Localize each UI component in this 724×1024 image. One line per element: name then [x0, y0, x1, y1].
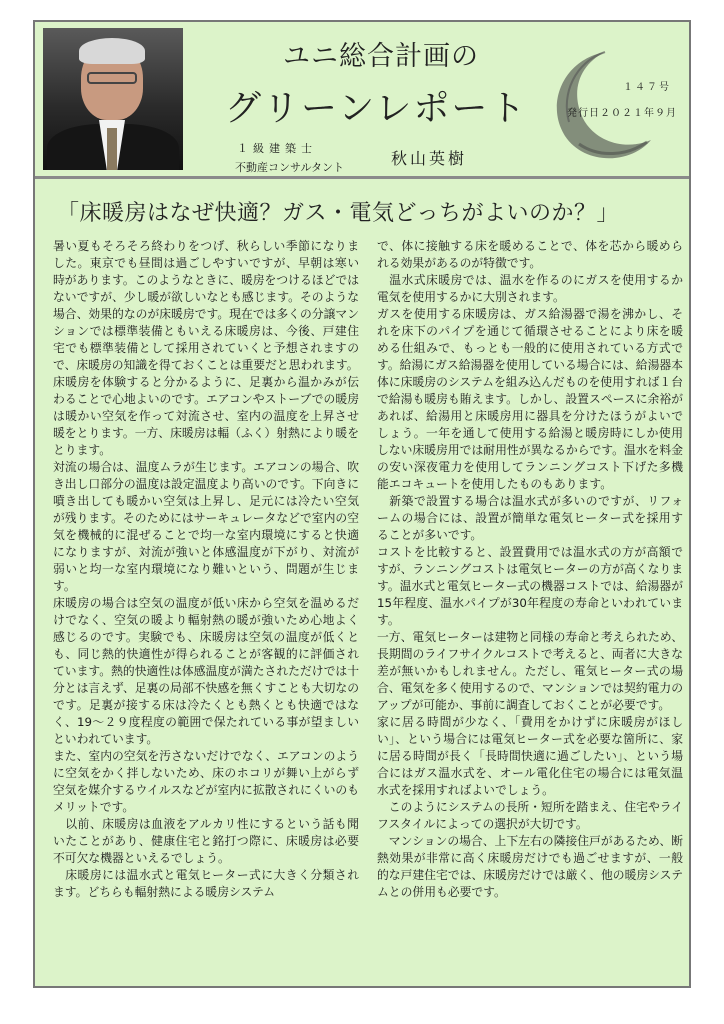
issue-number: １４７号	[623, 82, 671, 93]
credential-architect: １級建築士	[237, 142, 317, 155]
paragraph: 一方、電気ヒーターは建物と同様の寿命と考えられため、長期間のライフサイクルコストで考えると、両者に大きな差が無いかもしれません。ただし、電気ヒーター式の場合、電気を多く使用するので、マンションでは契約電力のアップが可能か、事前に調査しておくことが必要です。	[377, 630, 683, 712]
paragraph: このようにシステムの長所・短所を踏まえ、住宅やライフスタイルによっての選択が大切です。	[377, 800, 683, 831]
paragraph: 床暖房を体験すると分かるように、足裏から温かみが伝わることで心地よいのです。エアコンやストーブでの暖房は暖かい空気を作って対流させ、室内の温度を上昇させ暖をとります。一方、床暖房は輻（ふく）射熱により暖をとります。	[53, 375, 359, 457]
paragraph: 床暖房の場合は空気の温度が低い床から空気を温めるだけでなく、空気の暖より輻射熱の暖が強いため心地よく感じるのです。実験でも、床暖房は空気の温度が低くとも、同じ熱的快適性が得られることが客観的に評価されています。熱的快適性は体感温度が満たされただけでは十分とは言えず、足裏の局部不快感を無くすことも大切なのです。足裏が接する床は冷たくとも熱くとも快適ではなく、19～２９度程度の範囲で保たれている事が望ましいといわれています。	[53, 596, 359, 746]
author-photo	[43, 28, 183, 170]
paragraph: 新築で設置する場合は温水式が多いのですが、リフォームの場合には、設置が簡単な電気ヒーター式を採用することが多いです。	[377, 494, 683, 542]
paragraph: マンションの場合、上下左右の隣接住戸があるため、断熱効果が非常に高く床暖房だけでも過ごせますが、一般的な戸建住宅では、床暖房だけでは厳く、他の暖房システムとの併用も必要です。	[377, 834, 683, 899]
paragraph: 家に居る時間が少なく、「費用をかけずに床暖房がほしい」、という場合には電気ヒーター式を必要な箇所に、家に居る時間が長く「長時間快適に過ごしたい」、という場合にはガス温水式を、オール電化住宅の場合には電気温水式を採用すればよいでしょう。	[377, 715, 683, 797]
paragraph: コストを比較すると、設置費用では温水式の方が高額ですが、ランニングコストは電気ヒーターの方が高くなります。温水式と電気ヒーター式の機器コストでは、給湯器が15年程度、温水パイプが30年程度の寿命といわれています。	[377, 545, 683, 627]
paragraph: 以前、床暖房は血液をアルカリ性にするという話も聞いたことがあり、健康住宅と銘打つ際に、床暖房は必要不可欠な機器といえるでしょう。	[53, 817, 359, 865]
author-name: 秋山英樹	[391, 149, 468, 168]
article-headline: 「床暖房はなぜ快適？ガス・電気どっちがよいのか？」	[57, 201, 620, 226]
paragraph: 床暖房には温水式と電気ヒーター式に大きく分類されます。どちらも輻射熱による暖房システム	[53, 868, 359, 899]
newsletter-header	[35, 22, 689, 179]
company-name: ユニ総合計画の	[283, 41, 479, 72]
article-left-column	[53, 238, 359, 901]
paragraph: で、体に接触する床を暖めることで、体を芯から暖められる効果があるのが特徴です。	[377, 239, 683, 270]
paragraph: ガスを使用する床暖房は、ガス給湯器で湯を沸かし、それを床下のパイプを通じて循環させることにより床を暖める仕組みで、もっとも一般的に使用されている方式です。給湯にガス給湯器を使用している場合には、給湯器本体に床暖房のシステムを組み込んだものを使用すれば１台で給湯も暖房も賄えます。しかし、設置スペースに余裕があれば、給湯用と床暖房用に器具を分けたほうがよいでしょう。一年を通して使用する給湯と暖房時にしか使用しない床暖房用では耐用性が異なるからです。温水を料金の安い深夜電力を使用してランニングコスト下げた多機能エコキュートを使用したものもあります。	[377, 307, 683, 491]
paragraph: また、室内の空気を汚さないだけでなく、エアコンのように空気をかく拌しないため、床のホコリが舞い上がらず空気を媒介するウイルスなどが室内に拡散されにくいのもメリットです。	[53, 749, 360, 814]
article-right-column	[377, 238, 683, 901]
newsletter-frame	[33, 20, 691, 988]
paragraph: 暑い夏もそろそろ終わりをつげ、秋らしい季節になりました。東京でも昼間は過ごしやすいですが、早朝は寒い時があります。このようなときに、暖房をつけるほどではないですが、少し暖が欲しいなとも感じます。そのような場合、効果的なのが床暖房です。現在では多くの分譲マンションでは標準装備ともいえる床暖房は、今後、戸建住宅でも標準装備として採用されていくと予想されますので、床暖房の知識を得ておくことは重要だと思われます。	[53, 239, 359, 372]
credential-consultant: 不動産コンサルタント	[235, 161, 345, 174]
issue-date: 発行日２０２１年９月	[567, 108, 677, 119]
paragraph: 温水式床暖房では、温水を作るのにガスを使用するか電気を使用するかに大別されます。	[377, 273, 683, 304]
paragraph: 対流の場合は、温度ムラが生じます。エアコンの場合、吹き出し口部分の温度は設定温度より高いのです。下向きに噴き出しても暖かい空気は上昇し、足元には冷たい空気が残ります。そのためにはサーキュレータなどで室内の空気を機械的に混ぜることで均一な室内環境にすると快適になりますが、対流が強いと体感温度が下がり、対流が弱いと均一な室内環境になり難いという、問題が生じます。	[53, 460, 359, 593]
report-title: グリーンレポート	[225, 88, 528, 129]
